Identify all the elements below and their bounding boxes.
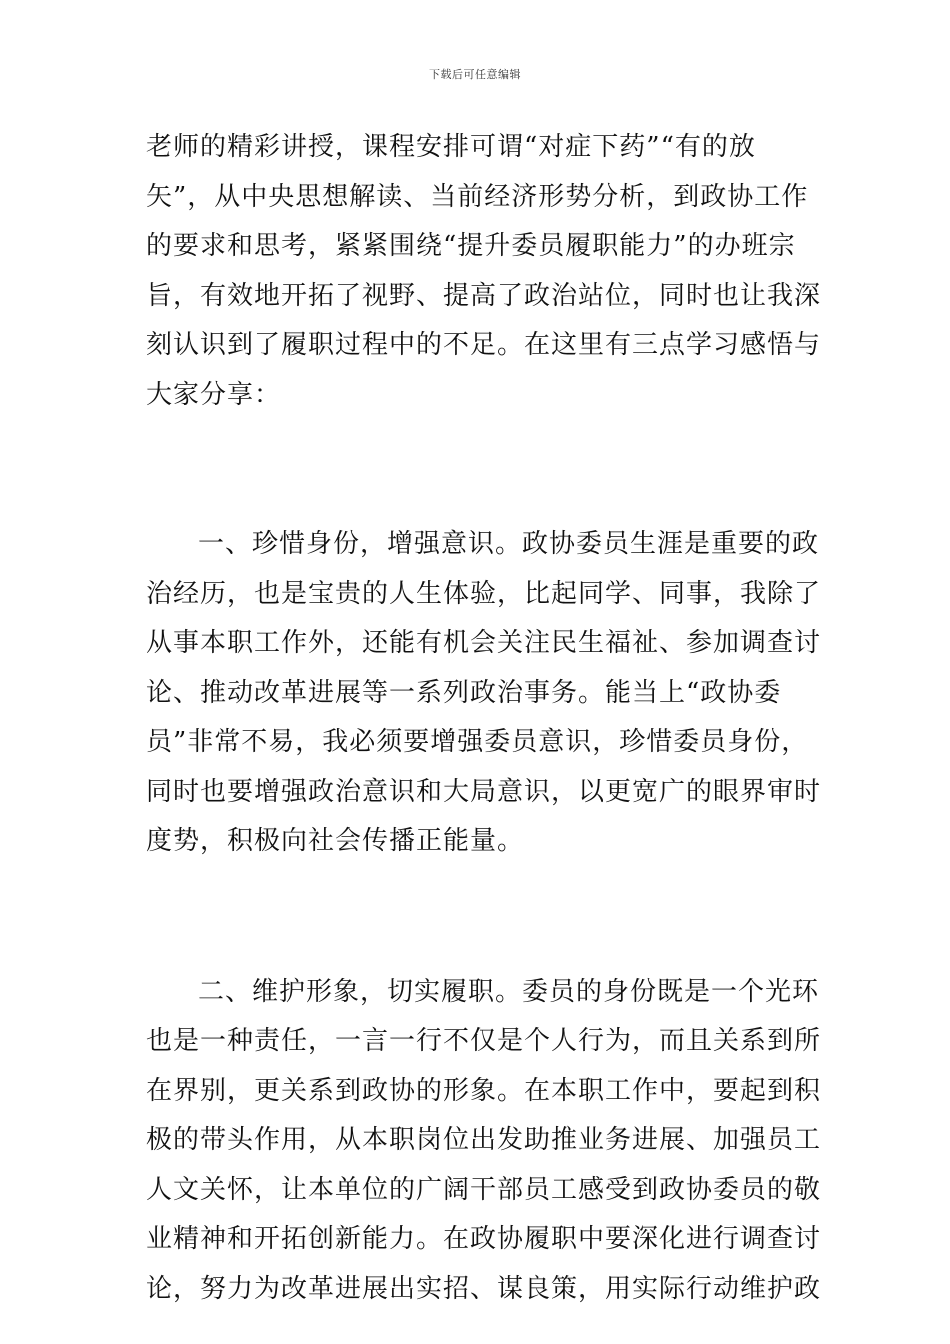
text-line: 在界别，更关系到政协的形象。在本职工作中，要起到积 <box>146 1075 822 1106</box>
text-line: 也是一种责任，一言一行不仅是个人行为，而且关系到所 <box>146 1026 822 1056</box>
text-line: 旨，有效地开拓了视野、提高了政治站位，同时也让我深 <box>146 280 822 311</box>
paragraph-point-two <box>146 968 826 1315</box>
text-line: 一、珍惜身份，增强意识。政协委员生涯是重要的政 <box>198 529 820 559</box>
text-line: 矢”，从中央思想解读、当前经济形势分析，到政协工作 <box>146 181 809 212</box>
text-line: 论，努力为改革进展出实招、谋良策，用实际行动维护政 <box>146 1273 822 1304</box>
paragraph-intro <box>146 123 826 420</box>
text-line: 业精神和开拓创新能力。在政协履职中要深化进行调查讨 <box>146 1224 822 1254</box>
text-line: 治经历，也是宝贵的人生体验，比起同学、同事，我除了 <box>146 578 822 609</box>
text-line: 从事本职工作外，还能有机会关注民生福祉、参加调查讨 <box>146 628 822 658</box>
text-line: 的要求和思考，紧紧围绕“提升委员履职能力”的办班宗 <box>146 231 796 261</box>
text-line: 员”非常不易，我必须要增强委员意识，珍惜委员身份， <box>146 727 809 757</box>
text-line: 刻认识到了履职过程中的不足。在这里有三点学习感悟与 <box>146 330 822 360</box>
document-body <box>146 123 826 1314</box>
page-header: 下载后可任意编辑 <box>429 68 521 81</box>
text-line: 同时也要增强政治意识和大局意识，以更宽广的眼界审时 <box>146 776 822 807</box>
paragraph-spacer <box>146 420 826 520</box>
text-line: 人文关怀，让本单位的广阔干部员工感受到政协委员的敬 <box>146 1174 822 1205</box>
text-line: 二、维护形象，切实履职。委员的身份既是一个光环 <box>198 976 820 1007</box>
text-line: 老师的精彩讲授，课程安排可谓“对症下药”“有的放 <box>146 132 756 162</box>
text-line: 度势，积极向社会传播正能量。 <box>146 826 525 856</box>
text-line: 论、推动改革进展等一系列政治事务。能当上“政协委 <box>146 677 782 708</box>
text-line: 大家分享： <box>146 379 282 410</box>
text-line: 极的带头作用，从本职岗位出发助推业务进展、加强员工 <box>146 1125 822 1155</box>
paragraph-point-one <box>146 520 826 867</box>
paragraph-spacer <box>146 867 826 968</box>
